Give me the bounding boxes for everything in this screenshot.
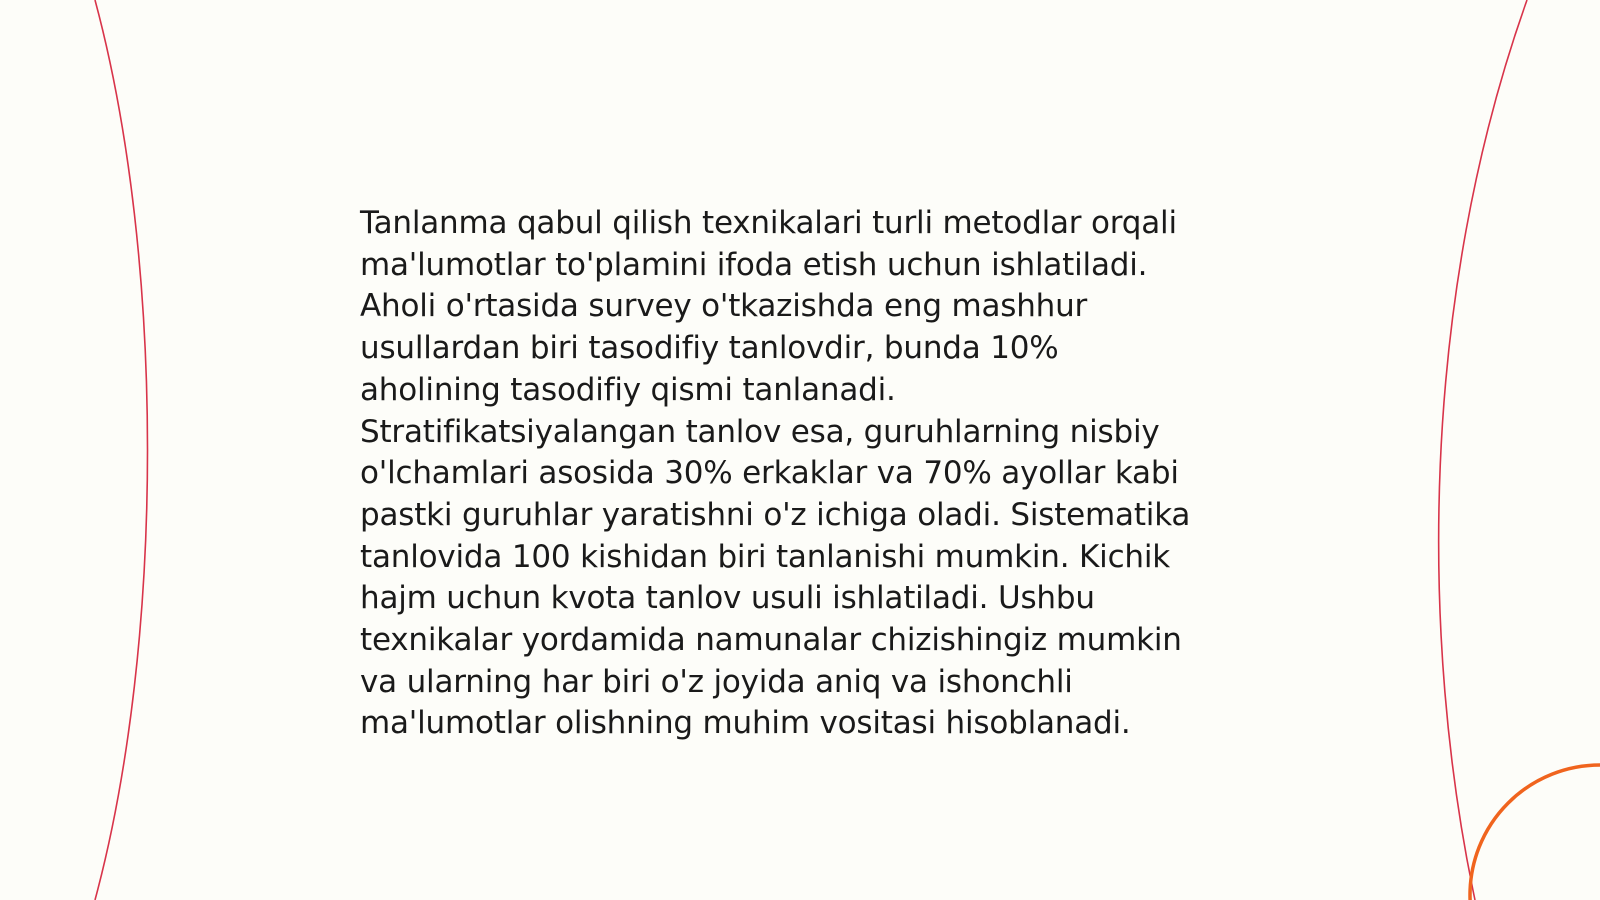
paragraph-line: aholining tasodifiy qismi tanlanadi. — [360, 371, 896, 408]
paragraph-line: hajm uchun kvota tanlov usuli ishlatiladi. Ushbu — [360, 580, 1095, 617]
paragraph-line: texnikalar yordamida namunalar chizishingiz mumkin — [360, 622, 1182, 659]
orange-circle — [1470, 765, 1600, 900]
paragraph-line: Stratifikatsiyalangan tanlov esa, guruhlarning nisbiy — [360, 413, 1160, 450]
paragraph-line: ma'lumotlar olishning muhim vositasi hisoblanadi. — [360, 705, 1131, 742]
paragraph-line: Tanlanma qabul qilish texnikalari turli metodlar orqali — [360, 205, 1177, 241]
paragraph-line: usullardan biri tasodifiy tanlovdir, bunda 10% — [360, 330, 1059, 367]
paragraph-line: va ularning har biri o'z joyida aniq va ishonchli — [360, 663, 1073, 700]
right-curve — [1439, 0, 1527, 900]
paragraph-line: Aholi o'rtasida survey o'tkazishda eng mashhur — [360, 288, 1088, 325]
paragraph-line: tanlovida 100 kishidan biri tanlanishi mumkin. Kichik — [360, 538, 1171, 575]
paragraph-line: pastki guruhlar yaratishni o'z ichiga oladi. Sistematika — [360, 496, 1191, 533]
left-curve — [95, 0, 148, 900]
paragraph-line: o'lchamlari asosida 30% erkaklar va 70% ayollar kabi — [360, 455, 1179, 492]
body-paragraph — [360, 203, 1240, 745]
paragraph-line: ma'lumotlar to'plamini ifoda etish uchun ishlatiladi. — [360, 246, 1148, 283]
